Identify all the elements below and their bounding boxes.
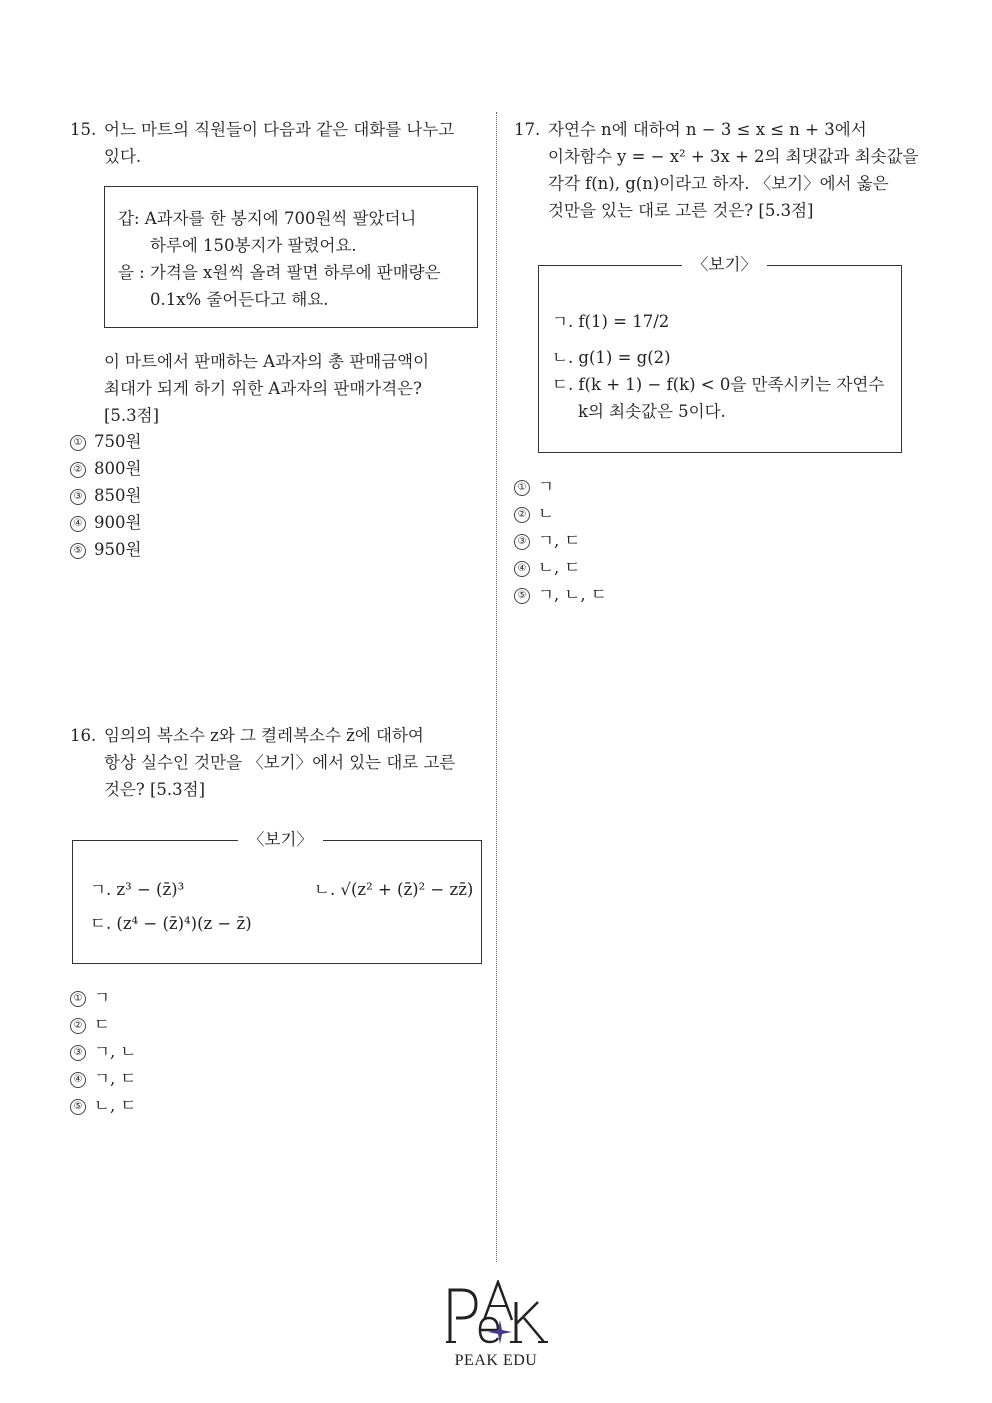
question-number: 17.	[514, 120, 541, 139]
choice-text: ㄱ, ㄷ	[538, 531, 581, 550]
brand-name: PEAK EDU	[454, 1352, 538, 1369]
choice-text: 750원	[94, 432, 142, 451]
choice-3[interactable]	[514, 527, 580, 554]
choice-text: 800원	[94, 459, 142, 478]
choice-text: ㄱ	[538, 477, 554, 496]
choice-marker: ④	[70, 1072, 86, 1088]
choice-1[interactable]	[70, 428, 141, 455]
question-stem-line: 것만을 있는 대로 고른 것은? [5.3점]	[548, 201, 814, 220]
choice-marker: ③	[514, 534, 530, 550]
question-stem-line: 있다.	[104, 147, 142, 166]
choice-5[interactable]	[70, 1092, 136, 1119]
bogi-title: 〈보기〉	[238, 830, 323, 850]
choice-3[interactable]	[70, 1038, 136, 1065]
choice-text: ㄱ, ㄴ, ㄷ	[538, 585, 607, 604]
question-score: [5.3점]	[104, 406, 160, 425]
choice-marker: ①	[514, 480, 530, 496]
dialog-line: 0.1x% 줄어든다고 해요.	[150, 290, 329, 309]
choice-marker: ⑤	[70, 1099, 86, 1115]
bogi-item: ㄷ. (z⁴ − (z̄)⁴)(z − z̄)	[90, 914, 252, 933]
question-text-line: 최대가 되게 하기 위한 A과자의 판매가격은?	[104, 379, 422, 398]
bogi-item: ㄱ. f(1) = 17/2	[552, 312, 670, 331]
question-stem-line: 이차함수 y = − x² + 3x + 2의 최댓값과 최솟값을	[548, 147, 919, 166]
bogi-item: ㄱ. z³ − (z̄)³	[90, 880, 185, 899]
choice-marker: ③	[70, 489, 86, 505]
choice-marker: ④	[70, 516, 86, 532]
column-divider	[496, 112, 497, 1262]
question-stem-line: 임의의 복소수 z와 그 켤레복소수 z̄에 대하여	[104, 726, 424, 745]
choice-marker: ①	[70, 435, 86, 451]
dialog-line: 하루에 150봉지가 팔렸어요.	[150, 236, 357, 255]
choice-text: ㄴ, ㄷ	[538, 558, 581, 577]
choice-text: ㄴ, ㄷ	[94, 1096, 137, 1115]
choice-2[interactable]	[70, 455, 141, 482]
question-stem-line: 각각 f(n), g(n)이라고 하자. 〈보기〉에서 옳은	[548, 174, 889, 193]
dialog-line: 을 : 가격을 x원씩 올려 팔면 하루에 판매량은	[118, 263, 441, 282]
choice-text: ㄱ, ㄷ	[94, 1069, 137, 1088]
choice-marker: ③	[70, 1045, 86, 1061]
choice-4[interactable]	[70, 1065, 136, 1092]
question-number: 16.	[70, 726, 97, 745]
choice-4[interactable]	[514, 554, 580, 581]
choice-1[interactable]	[514, 473, 554, 500]
bogi-title: 〈보기〉	[682, 255, 767, 275]
question-number: 15.	[70, 120, 97, 139]
choice-marker: ⑤	[70, 543, 86, 559]
choice-4[interactable]	[70, 509, 141, 536]
choice-text: 900원	[94, 513, 142, 532]
question-stem-line: 어느 마트의 직원들이 다음과 같은 대화를 나누고	[104, 120, 455, 139]
choice-5[interactable]	[70, 536, 141, 563]
choice-text: ㄱ	[94, 988, 110, 1007]
choice-3[interactable]	[70, 482, 141, 509]
choice-1[interactable]	[70, 984, 110, 1011]
choice-marker: ①	[70, 991, 86, 1007]
question-text-line: 이 마트에서 판매하는 A과자의 총 판매금액이	[104, 352, 430, 371]
choice-marker: ②	[70, 1018, 86, 1034]
question-stem-line: 항상 실수인 것만을 〈보기〉에서 있는 대로 고른	[104, 753, 456, 772]
choice-text: ㄴ	[538, 504, 554, 523]
dialog-line: 갑: A과자를 한 봉지에 700원씩 팔았더니	[118, 209, 417, 228]
choice-text: 950원	[94, 540, 142, 559]
bogi-item: ㄴ. g(1) = g(2)	[552, 348, 671, 367]
question-stem-line: 자연수 n에 대하여 n − 3 ≤ x ≤ n + 3에서	[548, 120, 867, 139]
question-stem-line: 것은? [5.3점]	[104, 780, 206, 799]
choice-2[interactable]	[70, 1011, 110, 1038]
bogi-item: k의 최솟값은 5이다.	[578, 402, 726, 421]
bogi-item: ㄷ. f(k + 1) − f(k) < 0을 만족시키는 자연수	[552, 375, 885, 394]
choice-marker: ②	[514, 507, 530, 523]
choice-text: 850원	[94, 486, 142, 505]
choice-text: ㄷ	[94, 1015, 110, 1034]
bogi-item: ㄴ. √(z² + (z̄)² − zz̄)	[314, 880, 474, 899]
choice-marker: ②	[70, 462, 86, 478]
choice-text: ㄱ, ㄴ	[94, 1042, 137, 1061]
choice-5[interactable]	[514, 581, 607, 608]
choice-marker: ⑤	[514, 588, 530, 604]
choice-2[interactable]	[514, 500, 554, 527]
choice-marker: ④	[514, 561, 530, 577]
